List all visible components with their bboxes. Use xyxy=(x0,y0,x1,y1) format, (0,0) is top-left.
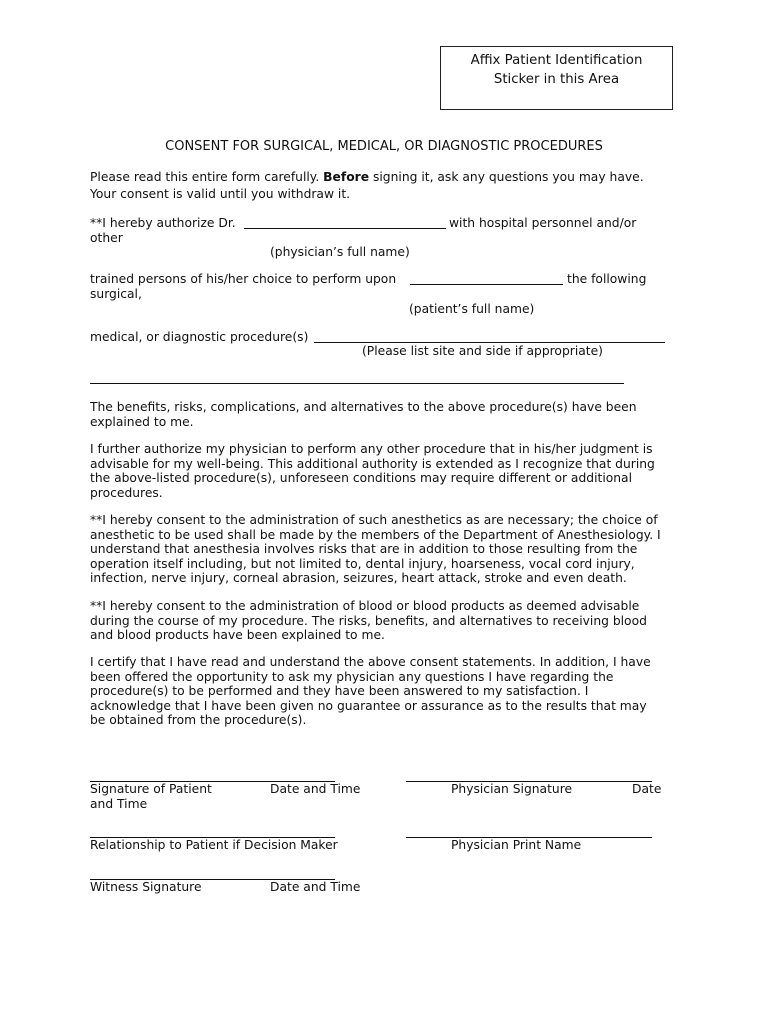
trained-suffix: the following xyxy=(567,272,647,286)
further-authorize-paragraph: I further authorize my physician to perform any other procedure that in his/her judgment is advisable for my well-being. This additional authority is extended as I recognize that during the above-listed procedure(s), unforeseen conditions may require different or additional procedures. xyxy=(90,442,655,500)
physician-name-line[interactable] xyxy=(244,228,446,229)
intro-line-1 xyxy=(90,170,644,185)
patient-signature-label: Signature of Patient xyxy=(90,782,212,796)
intro-text-1: Please read this entire form carefully. xyxy=(90,170,324,184)
benefits-paragraph: The benefits, risks, complications, and alternatives to the above procedure(s) have been explained to me. xyxy=(90,400,637,429)
authorize-line-2: other xyxy=(90,231,123,245)
trained-prefix: trained persons of his/her choice to perform upon xyxy=(90,272,397,286)
patient-sticker-area xyxy=(440,46,673,110)
intro-text-2: signing it, ask any questions you may have. xyxy=(369,170,644,184)
procedure-prefix: medical, or diagnostic procedure(s) xyxy=(90,330,309,344)
sticker-line-2: Sticker in this Area xyxy=(493,72,620,87)
authorize-prefix: **I hereby authorize Dr. xyxy=(90,216,236,230)
certify-paragraph: I certify that I have read and understand the above consent statements. In addition, I have been offered the opportunity to ask my physician any questions I have regarding the procedure(s) to be performed and they have been answered to my satisfaction. I acknowledge that I have been given no guarantee or assurance as to the results that may be obtained from the procedure(s). xyxy=(90,655,651,728)
trained-line-2: surgical, xyxy=(90,287,142,301)
patient-name-hint: (patient’s full name) xyxy=(409,302,535,316)
procedure-line-2[interactable] xyxy=(90,383,624,384)
sticker-line-1: Affix Patient Identification xyxy=(470,53,643,68)
physician-print-label: Physician Print Name xyxy=(451,838,582,852)
blood-paragraph: **I hereby consent to the administration of blood or blood products as deemed advisable during the course of my procedure. The risks, benefits, and alternatives to receiving blood and blood products have been explained to me. xyxy=(90,599,647,643)
procedure-hint: (Please list site and side if appropriate) xyxy=(362,344,603,358)
physician-date-label-line-2: and Time xyxy=(90,797,148,811)
patient-name-line[interactable] xyxy=(410,284,563,285)
form-title: CONSENT FOR SURGICAL, MEDICAL, OR DIAGNOSTIC PROCEDURES xyxy=(165,139,603,154)
witness-signature-label: Witness Signature xyxy=(90,880,202,894)
patient-date-label: Date and Time xyxy=(270,782,361,796)
relationship-label: Relationship to Patient if Decision Maker xyxy=(90,838,338,852)
procedure-line[interactable] xyxy=(314,342,665,343)
intro-line-2: Your consent is valid until you withdraw it. xyxy=(90,187,351,201)
anesthetics-paragraph: **I hereby consent to the administration of such anesthetics as are necessary; the choice of anesthetic to be used shall be made by the members of the Department of Anesthesiology. I understand that anesthesia involves risks that are in addition to those resulting from the operation itself including, but not limited to, dental injury, hoarseness, vocal cord injury, infection, nerve injury, corneal abrasion, seizures, heart attack, stroke and even death. xyxy=(90,513,661,586)
witness-date-label: Date and Time xyxy=(270,880,361,894)
physician-date-label: Date xyxy=(632,782,662,796)
authorize-suffix: with hospital personnel and/or xyxy=(449,216,637,230)
physician-signature-label: Physician Signature xyxy=(451,782,573,796)
physician-name-hint: (physician’s full name) xyxy=(270,245,410,259)
intro-bold: Before xyxy=(323,170,370,184)
